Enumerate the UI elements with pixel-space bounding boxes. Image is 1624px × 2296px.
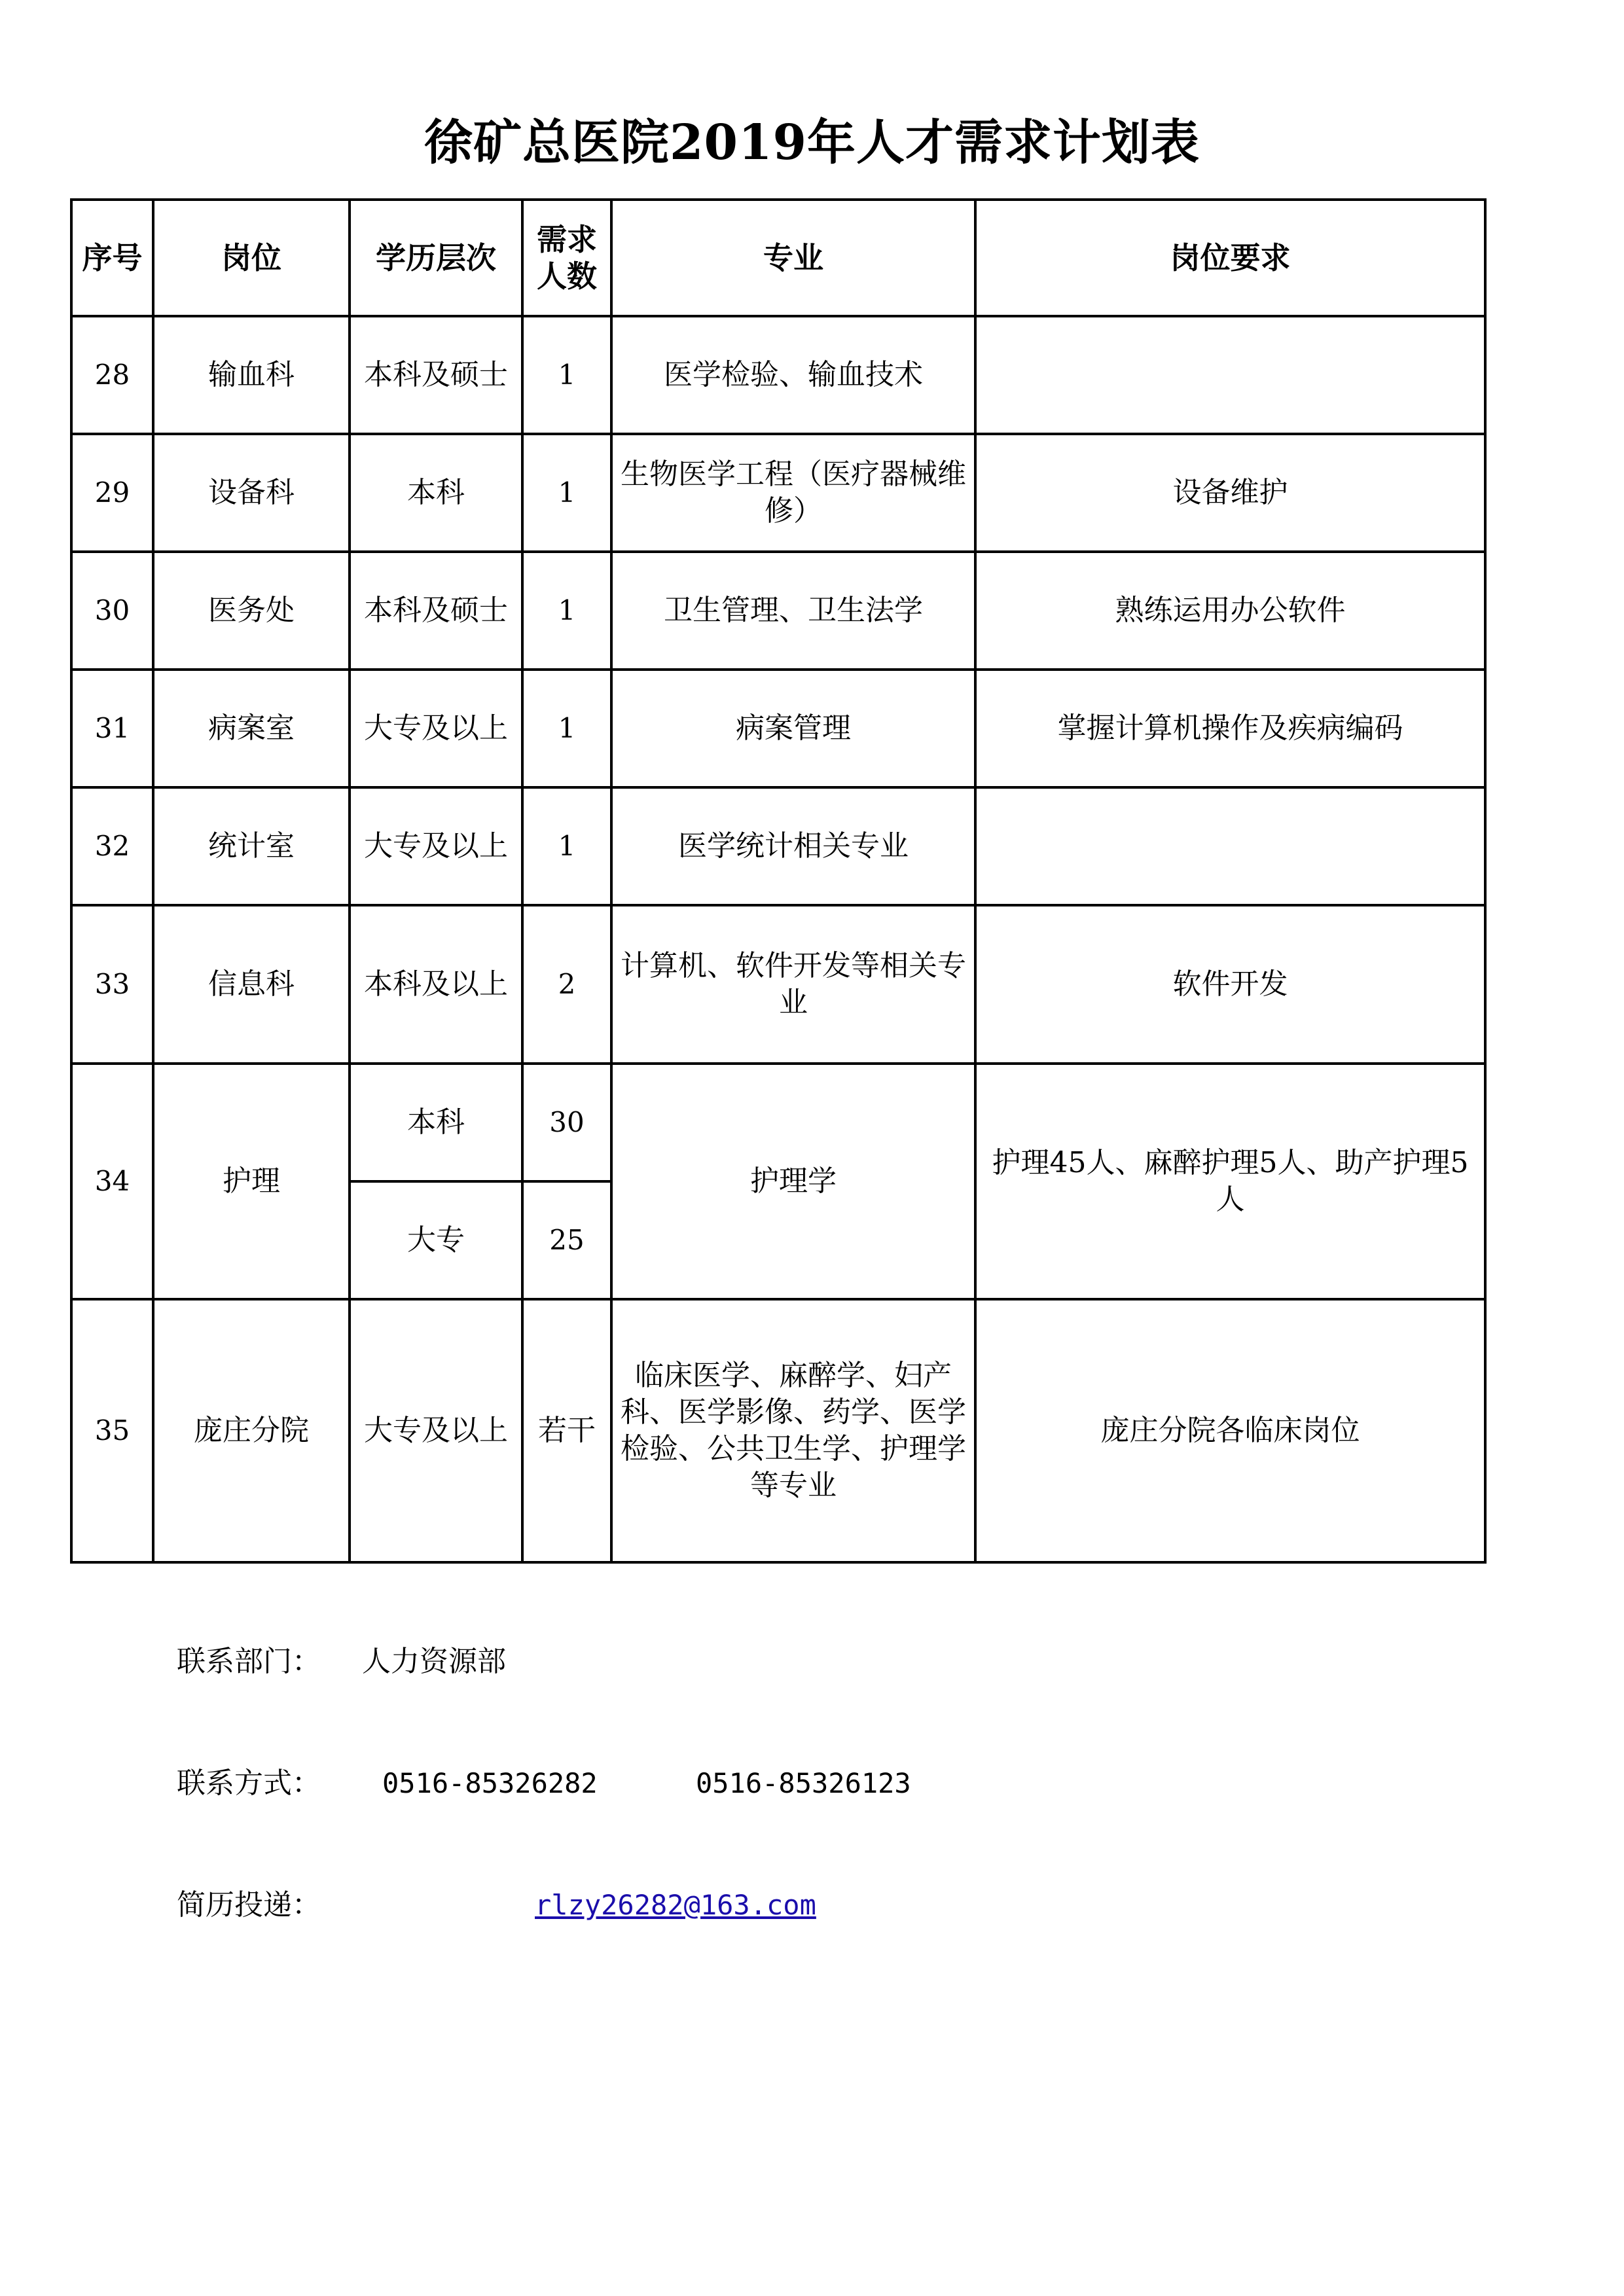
cell-requirements: 庞庄分院各临床岗位 <box>975 1299 1485 1562</box>
cell-requirements <box>975 787 1485 905</box>
cell-position: 统计室 <box>153 787 350 905</box>
cell-count: 25 <box>522 1181 611 1299</box>
cell-requirements: 软件开发 <box>975 905 1485 1064</box>
cell-count: 1 <box>522 787 611 905</box>
header-seq: 序号 <box>71 200 153 316</box>
table-row <box>71 552 1485 670</box>
contact-phone-1: 0516-85326282 <box>382 1767 598 1799</box>
cell-requirements <box>975 316 1485 434</box>
table-row <box>71 670 1485 787</box>
cell-major: 护理学 <box>611 1064 975 1299</box>
cell-major: 病案管理 <box>611 670 975 787</box>
cell-position: 护理 <box>153 1064 350 1299</box>
cell-seq: 35 <box>71 1299 153 1562</box>
table-row <box>71 316 1485 434</box>
cell-education: 大专及以上 <box>350 1299 522 1562</box>
cell-count: 2 <box>522 905 611 1064</box>
cell-position: 信息科 <box>153 905 350 1064</box>
cell-count: 30 <box>522 1064 611 1181</box>
contact-phone-label: 联系方式： <box>177 1767 321 1800</box>
header-count: 需求人数 <box>522 200 611 316</box>
cell-count: 1 <box>522 670 611 787</box>
document-title: 徐矿总医院2019年人才需求计划表 <box>424 115 1200 171</box>
cell-count: 1 <box>522 552 611 670</box>
table-row <box>71 787 1485 905</box>
cell-count: 若干 <box>522 1299 611 1562</box>
cell-seq: 31 <box>71 670 153 787</box>
header-major: 专业 <box>611 200 975 316</box>
cell-major: 医学检验、输血技术 <box>611 316 975 434</box>
cell-education: 大专及以上 <box>350 670 522 787</box>
cell-seq: 32 <box>71 787 153 905</box>
cell-major: 计算机、软件开发等相关专业 <box>611 905 975 1064</box>
table-row <box>71 1064 1485 1181</box>
cell-requirements: 护理45人、麻醉护理5人、助产护理5人 <box>975 1064 1485 1299</box>
contact-phone-2: 0516-85326123 <box>696 1767 911 1799</box>
cell-count: 1 <box>522 316 611 434</box>
cell-major: 医学统计相关专业 <box>611 787 975 905</box>
header-position: 岗位 <box>153 200 350 316</box>
header-education: 学历层次 <box>350 200 522 316</box>
header-requirements: 岗位要求 <box>975 200 1485 316</box>
cell-requirements: 熟练运用办公软件 <box>975 552 1485 670</box>
cell-education: 大专及以上 <box>350 787 522 905</box>
table-row <box>71 434 1485 552</box>
cell-seq: 30 <box>71 552 153 670</box>
cell-position: 设备科 <box>153 434 350 552</box>
cell-education: 本科及硕士 <box>350 316 522 434</box>
table-row <box>71 1299 1485 1562</box>
cell-position: 输血科 <box>153 316 350 434</box>
resume-email-link[interactable]: rlzy26282@163.com <box>535 1889 816 1921</box>
cell-position: 庞庄分院 <box>153 1299 350 1562</box>
table-row <box>71 905 1485 1064</box>
cell-position: 病案室 <box>153 670 350 787</box>
talent-plan-table <box>70 198 1487 1564</box>
contact-dept-value: 人力资源部 <box>362 1645 506 1678</box>
resume-label: 简历投递： <box>177 1888 321 1922</box>
cell-seq: 33 <box>71 905 153 1064</box>
table-header-row <box>71 200 1485 316</box>
cell-count: 1 <box>522 434 611 552</box>
cell-education: 本科 <box>350 1064 522 1181</box>
cell-major: 卫生管理、卫生法学 <box>611 552 975 670</box>
cell-education: 本科及硕士 <box>350 552 522 670</box>
cell-seq: 28 <box>71 316 153 434</box>
cell-position: 医务处 <box>153 552 350 670</box>
cell-requirements: 设备维护 <box>975 434 1485 552</box>
cell-education: 大专 <box>350 1181 522 1299</box>
cell-education: 本科 <box>350 434 522 552</box>
cell-education: 本科及以上 <box>350 905 522 1064</box>
cell-major: 临床医学、麻醉学、妇产科、医学影像、药学、医学检验、公共卫生学、护理学等专业 <box>611 1299 975 1562</box>
cell-major: 生物医学工程（医疗器械维修） <box>611 434 975 552</box>
cell-seq: 34 <box>71 1064 153 1299</box>
contact-dept-label: 联系部门： <box>177 1645 321 1678</box>
cell-seq: 29 <box>71 434 153 552</box>
cell-requirements: 掌握计算机操作及疾病编码 <box>975 670 1485 787</box>
